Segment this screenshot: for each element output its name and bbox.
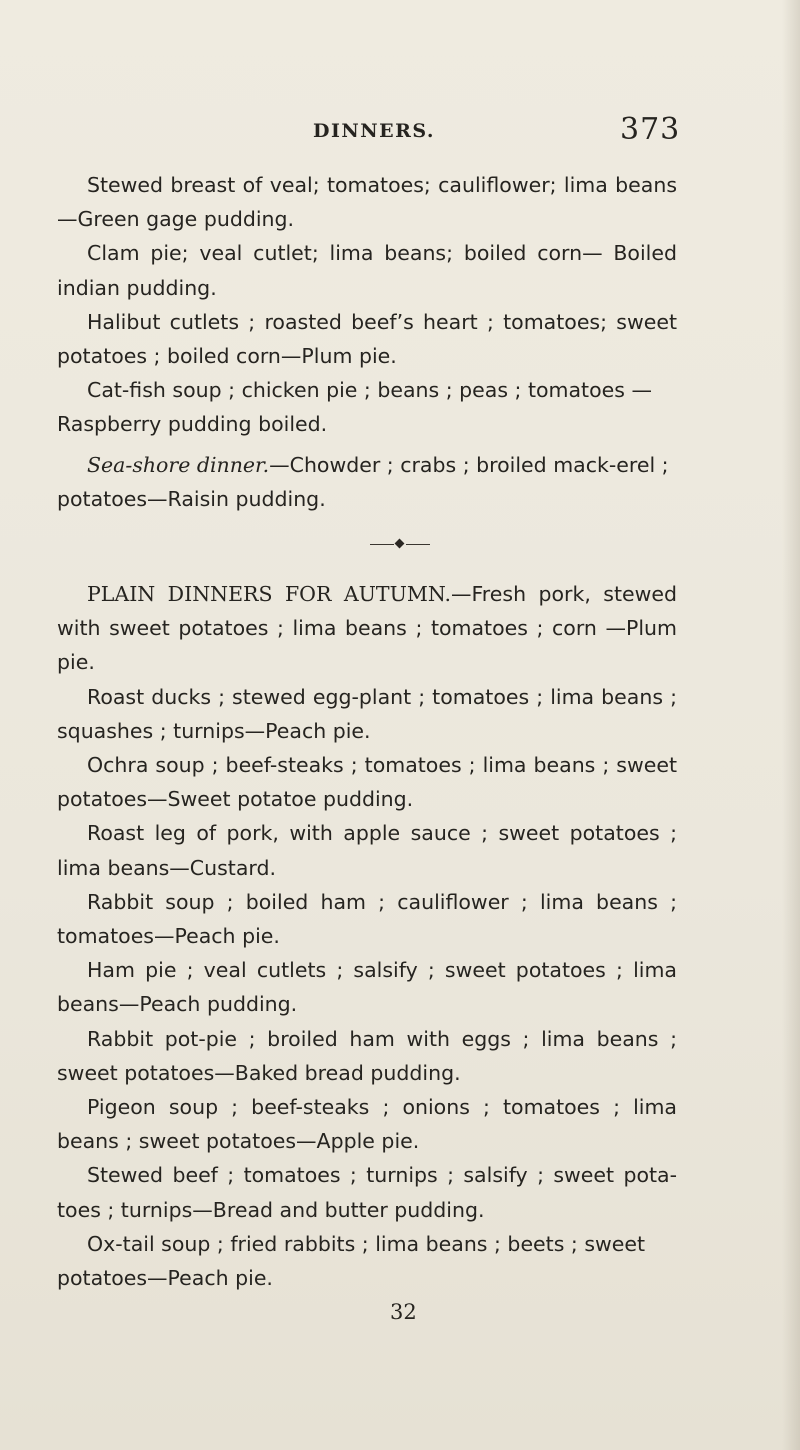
autumn-intro-paragraph <box>57 577 677 680</box>
menu-paragraph: Stewed breast of veal; tomatoes; cauliflower; lima beans—Green gage pudding. <box>57 173 677 232</box>
menu-paragraph: Clam pie; veal cutlet; lima beans; boiled corn— Boiled indian pudding. <box>57 241 677 300</box>
autumn-section <box>57 577 677 1295</box>
divider-rule-right <box>406 544 430 545</box>
menu-paragraph: Halibut cutlets ; roasted beef’s heart ; tomatoes; sweet potatoes ; boiled corn—Plum pie. <box>57 309 677 369</box>
diamond-ornament-icon <box>395 539 405 549</box>
seashore-paragraph <box>57 448 677 516</box>
menu-paragraph: Roast leg of pork, with apple sauce ; sweet potatoes ; lima beans—Custard. <box>57 821 677 880</box>
menu-paragraph: Ochra soup ; beef-steaks ; tomatoes ; lima beans ; sweet potatoes—Sweet potatoe pudding. <box>57 753 677 812</box>
running-head: DINNERS. <box>313 120 436 142</box>
signature-mark: 32 <box>390 1300 417 1324</box>
menu-paragraph: Cat-fish soup ; chicken pie ; beans ; peas ; tomatoes —Raspberry pudding boiled. <box>57 378 652 437</box>
seashore-text: —Chowder ; crabs ; broiled mack-erel ; potatoes—Raisin pudding. <box>57 453 669 512</box>
menu-paragraph: Stewed beef ; tomatoes ; turnips ; salsify ; sweet pota-toes ; turnips—Bread and butter pudding. <box>57 1163 677 1222</box>
page-header <box>0 112 800 158</box>
menus-section <box>57 168 677 442</box>
menu-paragraph: Ox-tail soup ; fried rabbits ; lima beans ; beets ; sweet potatoes—Peach pie. <box>57 1231 646 1291</box>
autumn-first-menu: —Fresh pork, stewed with sweet potatoes ; lima beans ; tomatoes ; corn —Plum pie. <box>57 582 677 675</box>
menu-paragraph: Roast ducks ; stewed egg-plant ; tomatoes ; lima beans ; squashes ; turnips—Peach pie. <box>57 684 677 743</box>
menu-paragraph: Pigeon soup ; beef-steaks ; onions ; tomatoes ; lima beans ; sweet potatoes—Apple pie. <box>57 1095 677 1154</box>
section-heading: PLAIN DINNERS FOR AUTUMN. <box>87 582 451 606</box>
seashore-label: Sea-shore dinner. <box>87 453 270 477</box>
seashore-section <box>57 448 677 516</box>
section-divider <box>370 540 430 548</box>
menu-paragraph: Ham pie ; veal cutlets ; salsify ; sweet potatoes ; lima beans—Peach pudding. <box>57 958 677 1017</box>
page-edge-shadow <box>782 0 800 1450</box>
menu-paragraph: Rabbit pot-pie ; broiled ham with eggs ; lima beans ; sweet potatoes—Baked bread pudding. <box>57 1026 677 1085</box>
divider-rule-left <box>370 544 394 545</box>
page-number: 373 <box>620 112 681 147</box>
menu-paragraph: Rabbit soup ; boiled ham ; cauliflower ; lima beans ; tomatoes—Peach pie. <box>57 889 677 949</box>
